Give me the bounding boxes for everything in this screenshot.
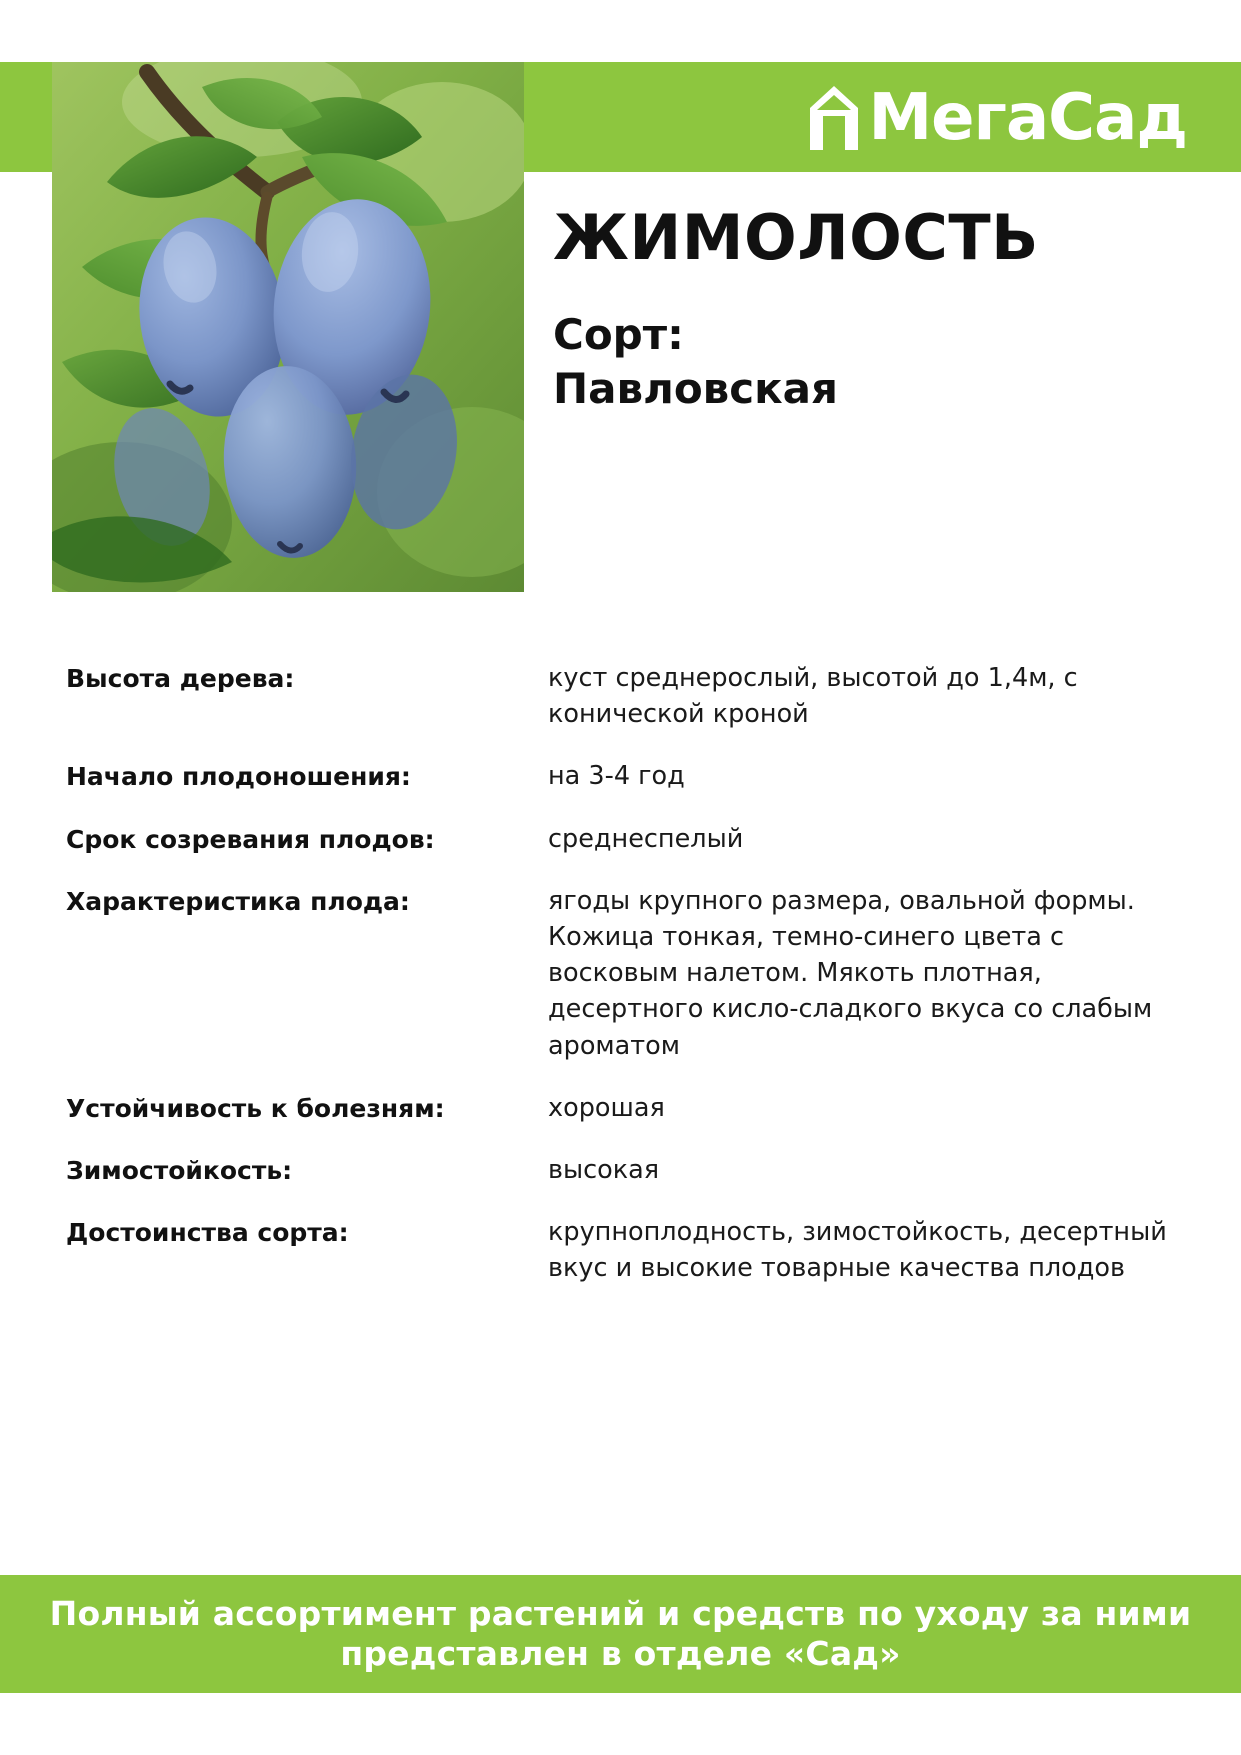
spec-label: Высота дерева: <box>66 664 295 693</box>
spec-value: крупноплодность, зимостойкость, десертный вкус и высокие товарные качества плодов <box>548 1217 1167 1284</box>
specs-table <box>66 660 1186 1313</box>
spec-label: Начало плодоношения: <box>66 762 411 792</box>
footer-band <box>0 1575 1241 1693</box>
table-row <box>66 883 1186 1064</box>
spec-label: Срок созревания плодов: <box>66 824 435 854</box>
spec-label: Характеристика плода: <box>66 886 410 916</box>
spec-value: ягоды крупного размера, овальной формы. Кожица тонкая, темно-синего цвета с восковым налетом. Мякоть плотная, десертного кисло-сладкого вкуса со слабым ароматом <box>548 885 1153 1061</box>
spec-value: куст среднерослый, высотой до 1,4м, с конической кроной <box>548 663 1078 730</box>
table-row <box>66 660 1186 732</box>
table-row <box>66 1214 1186 1286</box>
house-logo-icon <box>806 82 862 154</box>
table-row <box>66 821 1186 857</box>
title-block <box>553 201 1193 416</box>
table-row <box>66 1152 1186 1188</box>
spec-label: Устойчивость к болезням: <box>66 1093 445 1123</box>
page-title: ЖИМОЛОСТЬ <box>553 201 1039 274</box>
product-photo <box>52 62 524 592</box>
table-row <box>66 758 1186 794</box>
variety-label: Сорт: <box>553 310 684 360</box>
spec-value: хорошая <box>548 1092 665 1123</box>
variety-name: Павловская <box>553 363 838 413</box>
spec-label: Зимостойкость: <box>66 1156 293 1186</box>
brand-name: МегаСад <box>868 81 1187 155</box>
spec-value: на 3-4 год <box>548 761 685 792</box>
spec-value: высокая <box>548 1155 660 1186</box>
spec-label: Достоинства сорта: <box>66 1218 349 1248</box>
table-row <box>66 1090 1186 1126</box>
brand-logo <box>806 72 1187 164</box>
spec-value: среднеспелый <box>548 823 744 854</box>
footer-text: Полный ассортимент растений и средств по уходу за ними представлен в отделе «Сад» <box>49 1593 1192 1673</box>
